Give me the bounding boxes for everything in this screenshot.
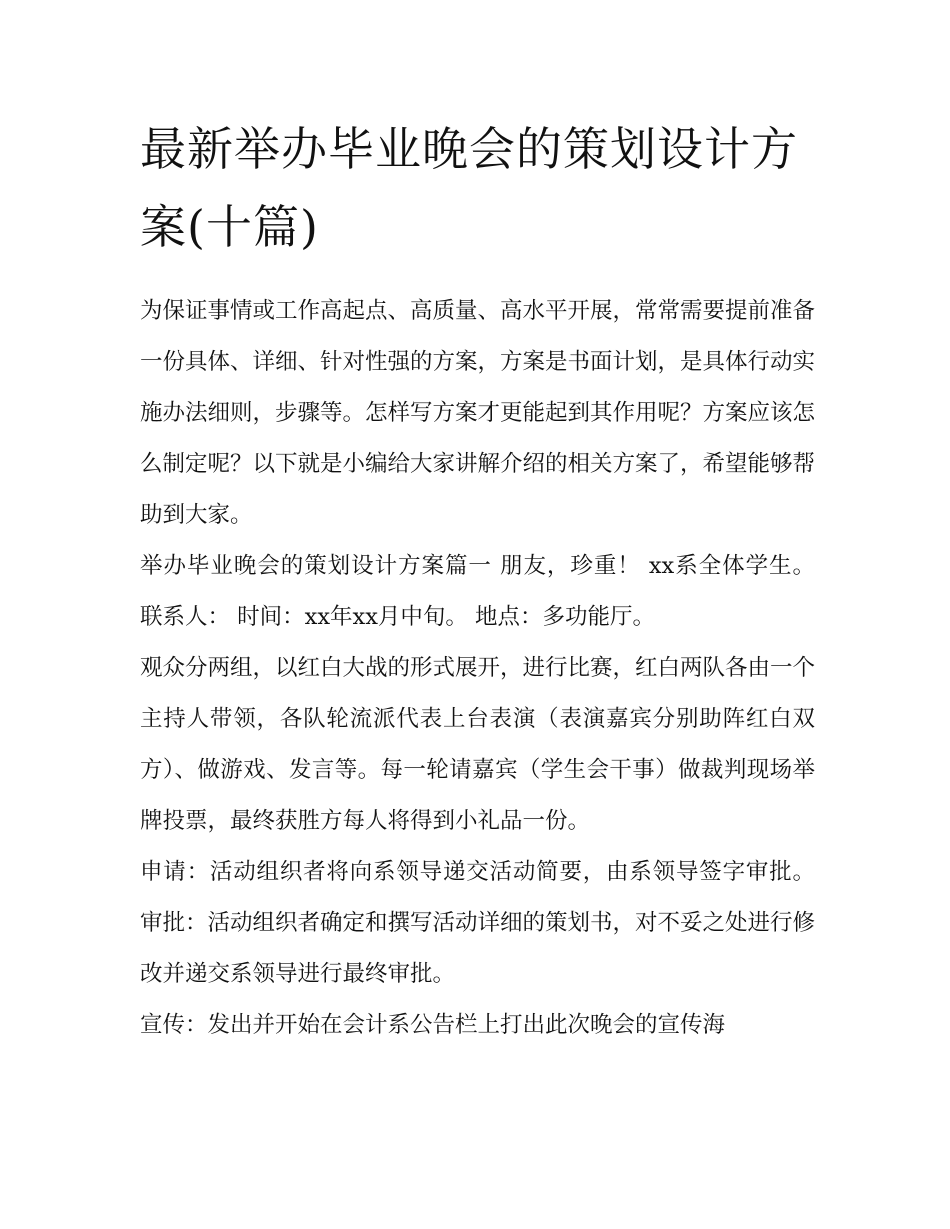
paragraph-publicity: 宣传：发出并开始在会计系公告栏上打出此次晚会的宣传海 xyxy=(140,1012,726,1038)
paragraph-plan-one-header: 举办毕业晚会的策划设计方案篇一 朋友，珍重！ xx系全体学生。 联系人： 时间：xx年xx月中旬。 地点：多功能厅。 xyxy=(140,553,815,630)
paragraph-audience-format: 观众分两组，以红白大战的形式展开，进行比赛，红白两队各由一个主持人带领，各队轮流派代表上台表演（表演嘉宾分别助阵红白双方）、做游戏、发言等。每一轮请嘉宾（学生会干事）做裁判现场举牌投票，最终获胜方每人将得到小礼品一份。 xyxy=(140,655,816,834)
paragraph-intro: 为保证事情或工作高起点、高质量、高水平开展，常常需要提前准备一份具体、详细、针对性强的方案，方案是书面计划，是具体行动实施办法细则，步骤等。怎样写方案才更能起到其作用呢？方案应该怎么制定呢？以下就是小编给大家讲解介绍的相关方案了，希望能够帮助到大家。 xyxy=(140,298,816,528)
document-title: 最新举办毕业晚会的策划设计方案(十篇) xyxy=(140,122,798,254)
paragraph-application-approval: 申请：活动组织者将向系领导递交活动简要，由系领导签字审批。 审批：活动组织者确定和撰写活动详细的策划书，对不妥之处进行修改并递交系领导进行最终审批。 xyxy=(140,859,816,987)
document-page xyxy=(140,110,815,1051)
